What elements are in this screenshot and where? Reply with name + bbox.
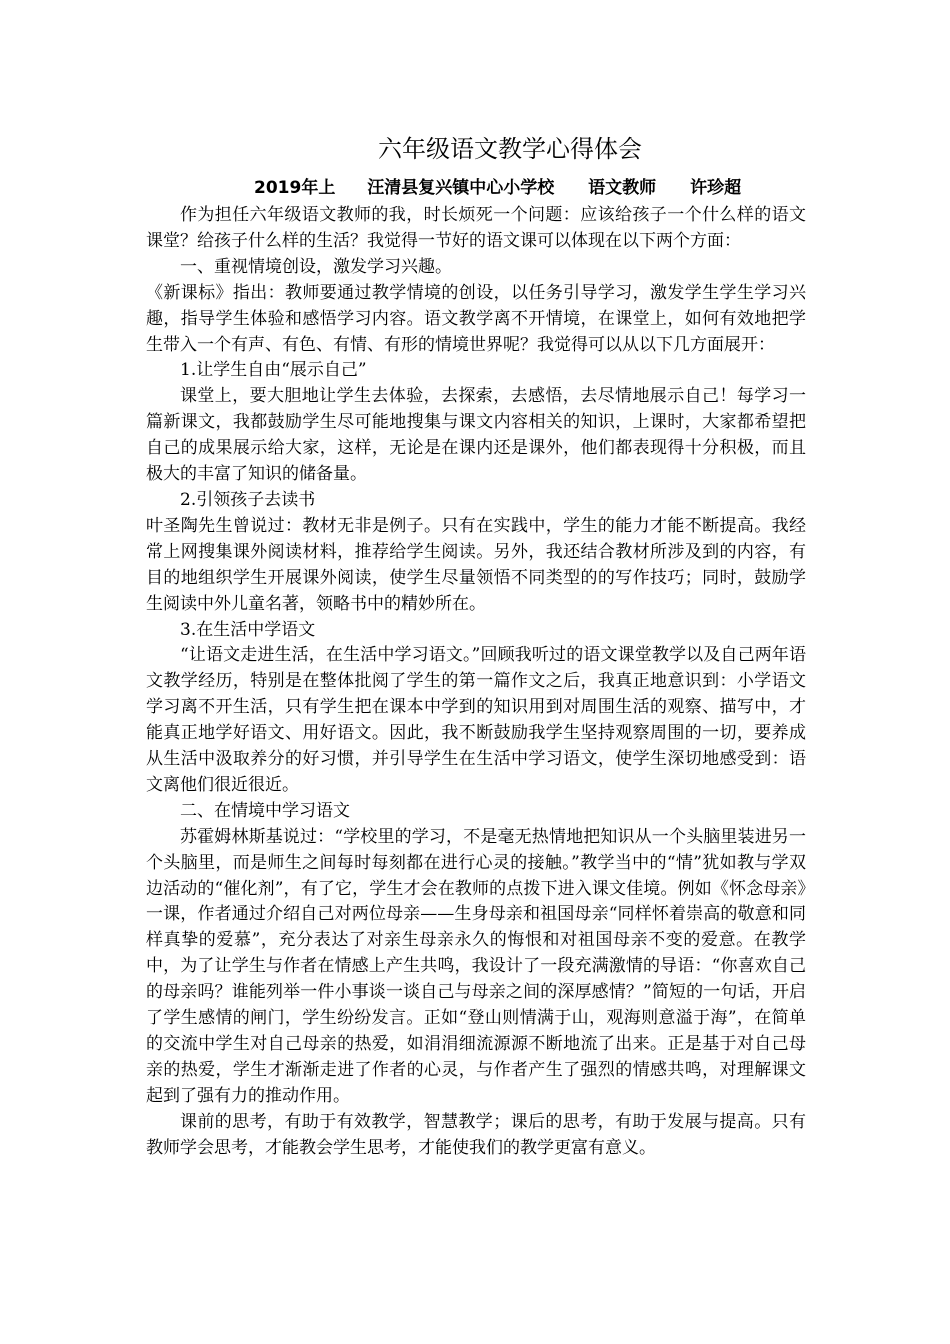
document-title: 六年级语文教学心得体会 (378, 135, 642, 163)
subsection-heading: 1.让学生自由“展示自己” (180, 360, 367, 381)
paragraph: 苏霍姆林斯基说过：“学校里的学习，不是毫无热情地把知识从一个头脑里装进另一个头脑里，而是师生之间每时每刻都在进行心灵的接触。”教学当中的“情”犹如教与学双边活动的“催化剂”，有了它，学生才会在教师的点拨下进入课文佳境。例如《怀念母亲》一课，作者通过介绍自己对两位母亲——生身母亲和祖国母亲“同样怀着崇高的敬意和同样真挚的爱慕”，充分表达了对亲生母亲永久的悔恨和对祖国母亲不变的爱意。在教学中，为了让学生与作者在情感上产生共鸣，我设计了一段充满激情的导语：“你喜欢自己的母亲吗？谁能列举一件小事谈一谈自己与母亲之间的深厚感情？”简短的一句话，开启了学生感情的闸门，学生纷纷发言。正如“登山则情满于山，观海则意溢于海”，在简单的交流中学生对自己母亲的热爱，如涓涓细流源源不断地流了出来。正是基于对自己母亲的热爱，学生才渐渐走进了作者的心灵，与作者产生了强烈的情感共鸣，对理解课文起到了强有力的推动作用。 (146, 826, 806, 1106)
paragraph: “让语文走进生活，在生活中学习语文。”回顾我听过的语文课堂教学以及自己两年语文教学经历，特别是在整体批阅了学生的第一篇作文之后，我真正地意识到：小学语文学习离不开生活，只有学生把在课本中学到的知识用到对周围生活的观察、描写中，才能真正地学好语文、用好语文。因此，我不断鼓励我学生坚持观察周围的一切，要养成从生活中汲取养分的好习惯，并引导学生在生活中学习语文，使学生深切地感受到：语文离他们很近很近。 (146, 645, 806, 795)
section-heading: 一、重视情境创设，激发学习兴趣。 (180, 256, 452, 277)
paragraph: 课堂上，要大胆地让学生去体验，去探索，去感悟，去尽情地展示自己！每学习一篇新课文，我都鼓励学生尽可能地搜集与课文内容相关的知识，上课时，大家都希望把自己的成果展示给大家，这样，无论是在课内还是课外，他们都表现得十分积极，而且极大的丰富了知识的储备量。 (146, 386, 806, 485)
paragraph: 《新课标》指出：教师要通过教学情境的创设，以任务引导学习，激发学生学生学习兴趣，指导学生体验和感悟学习内容。语文教学离不开情境，在课堂上，如何有效地把学生带入一个有声、有色、有情、有形的情境世界呢？我觉得可以从以下几方面展开： (146, 282, 806, 355)
section-heading: 二、在情境中学习语文 (180, 800, 350, 821)
paragraph: 作为担任六年级语文教师的我，时长烦死一个问题：应该给孩子一个什么样的语文课堂？给孩子什么样的生活？我觉得一节好的语文课可以体现在以下两个方面： (146, 205, 806, 251)
byline-school: 汪清县复兴镇中心小学校 (367, 178, 555, 198)
subsection-heading: 3.在生活中学语文 (180, 619, 316, 640)
document-body (146, 203, 806, 1162)
byline-term: 2019年上 (254, 178, 336, 198)
paragraph: 课前的思考，有助于有效教学，智慧教学；课后的思考，有助于发展与提高。只有教师学会思考，才能教会学生思考，才能使我们的教学更富有意义。 (146, 1111, 806, 1158)
byline-author: 许珍超 (690, 178, 742, 198)
byline (254, 176, 741, 200)
paragraph: 叶圣陶先生曾说过：教材无非是例子。只有在实践中，学生的能力才能不断提高。我经常上网搜集课外阅读材料，推荐给学生阅读。另外，我还结合教材所涉及到的内容，有目的地组织学生开展课外阅读，使学生尽量领悟不同类型的的写作技巧；同时，鼓励学生阅读中外儿童名著，领略书中的精妙所在。 (146, 515, 806, 614)
subsection-heading: 2.引领孩子去读书 (180, 489, 316, 510)
byline-role: 语文教师 (588, 178, 657, 198)
